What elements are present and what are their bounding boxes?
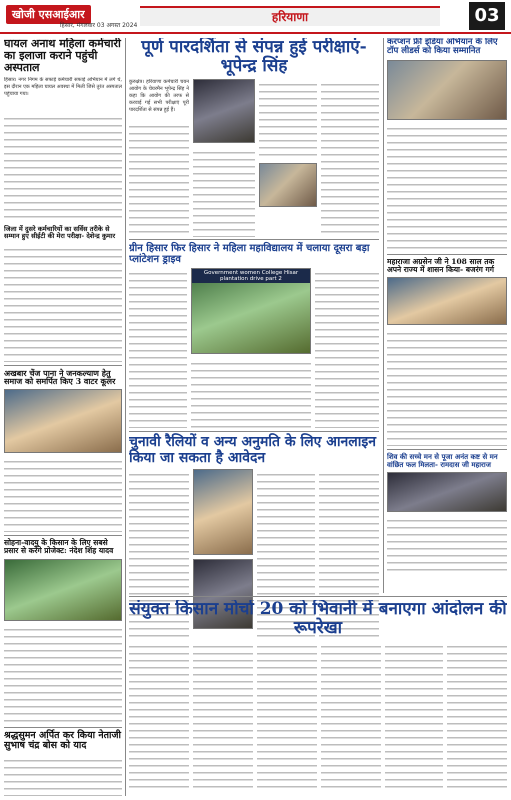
right-story1-photo — [387, 60, 507, 120]
divider — [4, 365, 122, 366]
right-story2-photo — [387, 277, 507, 325]
green-photo-banner: Government women College Hisar plantation drive part 2 — [192, 269, 310, 283]
right-story1-title: करप्शन फ्री इंडिया अभियान के लिए टॉप लीडर्स को किया सम्मानित — [387, 38, 498, 57]
divider — [129, 239, 379, 240]
kisan-text-col6 — [447, 641, 507, 791]
lead-text-col3 — [259, 79, 317, 159]
divider — [387, 254, 507, 255]
kisan-story — [129, 600, 507, 796]
right-story2-text-block — [387, 328, 507, 446]
right-story3-text-block — [387, 515, 507, 575]
left-story1-text-block — [4, 113, 122, 223]
lead-photo-2 — [259, 163, 317, 207]
divider — [129, 596, 507, 597]
left-story1b-text-block — [4, 244, 122, 362]
left-story2-photo — [4, 389, 122, 453]
kisan-text-col1 — [129, 641, 189, 791]
left-story3-text-block — [4, 624, 122, 724]
right-column — [387, 38, 507, 593]
column-rule — [125, 38, 126, 796]
kisan-text-col5 — [385, 641, 443, 791]
column-rule — [383, 38, 384, 593]
divider — [129, 431, 379, 432]
right-story1-text-block — [387, 123, 507, 251]
divider — [4, 535, 122, 536]
left-story1-subhead: जिला में दुसरे कर्मचारियों का सर्विस तरीके से सम्मान हुए सीईटी की मेरा परीक्षा- देशेन्द्र कुमार — [4, 225, 116, 241]
green-text-col2 — [191, 358, 311, 428]
divider — [4, 727, 122, 728]
section-title: हरियाणा — [271, 10, 309, 24]
divider — [387, 449, 507, 450]
election-title: चुनावी रैलियों व अन्य अनुमति के लिए आनलाइन किया जा सकता है आवेदन — [129, 434, 377, 466]
kisan-text-col4 — [321, 641, 381, 791]
right-story3-photo — [387, 472, 507, 512]
left-story2-text-block — [4, 456, 122, 532]
left-story2-title: अखबार चेंज पाना ने जनकल्याण हेतु समाज को समर्पित किए 3 वाटर कूलर — [4, 367, 116, 387]
left-story4-title: श्रद्धसुमन अर्पित कर किया नेताजी सुभाष चंद्र बोस को याद — [4, 729, 122, 752]
green-title: ग्रीन हिसार फिर हिसार ने महिला महाविद्यालय में चलाया दूसरा बड़ा प्लांटेशन ड्राइव — [129, 243, 370, 266]
left-story3-title: सोहना-वादयु के किसान के लिए सबसे प्रसार से करेंगे प्रोजेक्ट: नंदेश शिंह यादव — [4, 538, 114, 556]
kisan-text-col3 — [257, 641, 317, 791]
left-story4-text-block — [4, 755, 122, 796]
lead-text-col2 — [193, 147, 255, 237]
right-story3-title: शिव की सच्चे मन से पूजा अनंत कष्ट से मन वांछित फल मिलता- रामदास जी महाराज — [387, 452, 498, 469]
lead-body: कुरुक्षेत्र। हरियाणा कर्मचारी चयन आयोग के चेयरमैन भूपेन्द्र सिंह ने कहा कि आयोग की तरफ से करवाई गई सभी परीक्षाएं पूरी पारदर्शिता से संपन्न हुई हैं। — [129, 79, 189, 114]
section-label — [140, 6, 440, 26]
green-photo — [191, 268, 311, 354]
right-story2-title: महाराजा अग्रसेन जी ने 108 साल तक अपने राज्य में शासन किया- बजरंग गर्ग — [387, 256, 495, 274]
kisan-body — [129, 641, 507, 791]
date-line: हिसार, मंगलवार 03 अगस्त 2024 — [60, 22, 138, 29]
left-story1-title: घायल अनाथ महिला कर्मचारी का इलाजा कराने पहुंची अस्पताल — [4, 38, 121, 75]
green-story — [129, 268, 379, 428]
green-text-col1 — [129, 268, 187, 428]
lead-story — [129, 79, 379, 237]
brand-logo: खोजी एसआईआर — [6, 5, 91, 24]
kisan-title: संयुक्त किसान मोर्चा 20 को भिवानी में बनाएगा आंदोलन की रूपरेखा — [129, 600, 507, 638]
left-column — [4, 38, 122, 796]
kisan-text-col2 — [193, 641, 253, 791]
lead-text-col1 — [129, 121, 189, 237]
page-number: 03 — [469, 2, 505, 30]
lead-title: पूर्ण पारदर्शिता से संपन्न हुई परीक्षाएं- भूपेन्द्र सिंह — [141, 38, 367, 76]
left-story3-photo — [4, 559, 122, 621]
lead-photo-1 — [193, 79, 255, 143]
election-photo-1 — [193, 469, 253, 555]
masthead-rule — [0, 32, 511, 34]
green-text-col3 — [315, 268, 379, 428]
left-story1-body: हिसार। नगर निगम के सफाई कर्मचारी सफाई अभियान में लगे थे, इस दौरान एक महिला घायल अवस्था में मिली जिसे तुरंत अस्पताल पहुंचाया गया। — [4, 77, 122, 98]
masthead — [0, 0, 511, 32]
lead-text-col4 — [321, 79, 379, 237]
